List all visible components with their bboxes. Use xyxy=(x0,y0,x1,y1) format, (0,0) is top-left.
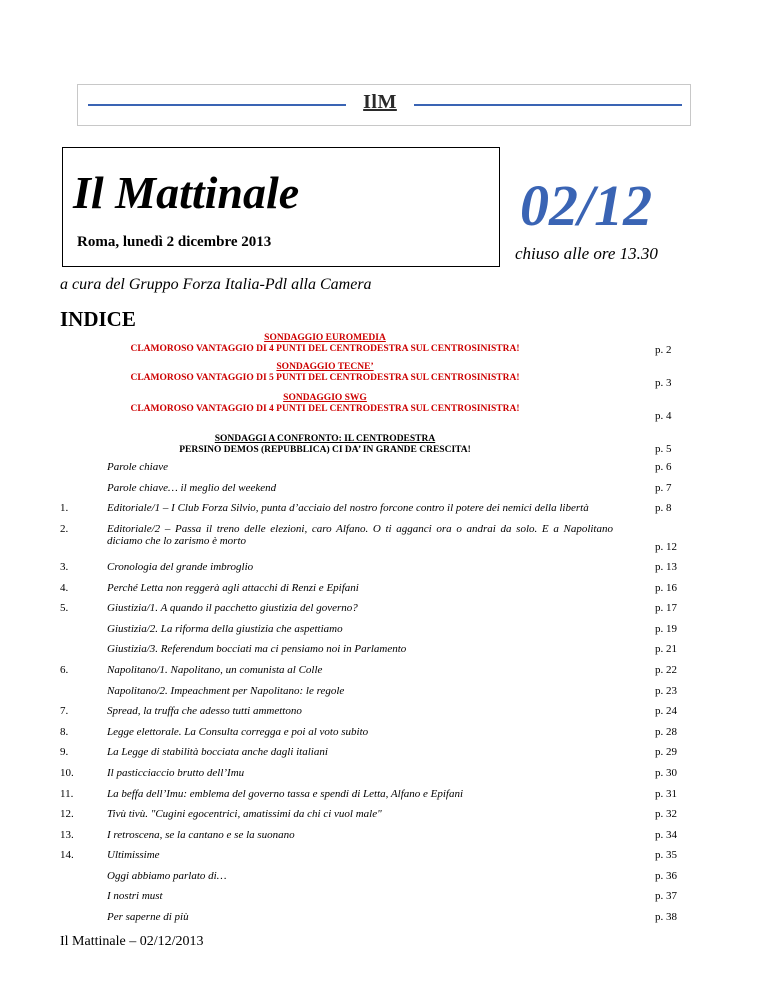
poll-tecne xyxy=(100,362,550,384)
index-entry-title: Il pasticciaccio brutto dell’Imu xyxy=(107,767,245,779)
page-footer: Il Mattinale – 02/12/2013 xyxy=(60,934,204,949)
index-entry-title: La Legge di stabilità bocciata anche dagli italiani xyxy=(107,746,328,758)
entry-number: 1. xyxy=(60,502,69,514)
index-entry-title: Parole chiave… il meglio del weekend xyxy=(107,482,277,494)
page-ref: p. 24 xyxy=(655,705,677,717)
page-ref: p. 22 xyxy=(655,664,677,676)
page-ref: p. 34 xyxy=(655,829,677,841)
poll-heading: SONDAGGIO SWG xyxy=(283,393,367,403)
page-ref: p. 23 xyxy=(655,685,677,697)
page-ref: p. 13 xyxy=(655,561,677,573)
masthead-box xyxy=(62,147,500,267)
poll-text: CLAMOROSO VANTAGGIO DI 4 PUNTI DEL CENTRODESTRA SUL CENTROSINISTRA! xyxy=(130,404,520,414)
page-ref: p. 37 xyxy=(655,890,677,902)
page-ref: p. 8 xyxy=(655,502,672,514)
index-entry-title: Oggi abbiamo parlato di… xyxy=(107,870,227,882)
page-ref: p. 5 xyxy=(655,443,672,455)
index-title: INDICE xyxy=(60,307,136,331)
entry-number: 5. xyxy=(60,602,69,614)
entry-number: 3. xyxy=(60,561,69,573)
entry-number: 8. xyxy=(60,726,69,738)
entry-number: 4. xyxy=(60,582,69,594)
publication-date: Roma, lunedì 2 dicembre 2013 xyxy=(77,234,272,250)
banner-logo: IlM xyxy=(363,91,397,113)
entry-number: 14. xyxy=(60,849,74,861)
index-entry-title: I retroscena, se la cantano e se la suonano xyxy=(107,829,295,841)
curated-by: a cura del Gruppo Forza Italia-Pdl alla Camera xyxy=(60,276,372,293)
page-ref: p. 3 xyxy=(655,377,672,389)
index-entry-title: Parole chiave xyxy=(107,461,168,473)
index-entry-title: Perché Letta non reggerà agli attacchi di Renzi e Epifani xyxy=(107,582,359,594)
index-entry-title: Cronologia del grande imbroglio xyxy=(107,561,254,573)
poll-euromedia xyxy=(100,333,550,355)
index-entry-title: Ultimissime xyxy=(107,849,160,861)
poll-heading: SONDAGGI A CONFRONTO: IL CENTRODESTRA xyxy=(214,434,436,444)
page-ref: p. 2 xyxy=(655,344,672,356)
page-ref: p. 31 xyxy=(655,788,677,800)
page-ref: p. 19 xyxy=(655,623,677,635)
index-entry-title: La beffa dell’Imu: emblema del governo tassa e spendi di Letta, Alfano e Epifani xyxy=(107,788,464,800)
page-ref: p. 28 xyxy=(655,726,677,738)
page-ref: p. 16 xyxy=(655,582,677,594)
publication-title: Il Mattinale xyxy=(73,167,300,218)
closing-time: chiuso alle ore 13.30 xyxy=(515,244,658,263)
page-ref: p. 29 xyxy=(655,746,677,758)
index-entry-title: Napolitano/1. Napolitano, un comunista al Colle xyxy=(107,664,323,676)
page-ref: p. 4 xyxy=(655,410,672,422)
poll-heading: SONDAGGIO TECNE’ xyxy=(276,362,374,372)
page-ref: p. 30 xyxy=(655,767,677,779)
poll-text: PERSINO DEMOS (REPUBBLICA) CI DA’ IN GRANDE CRESCITA! xyxy=(179,445,471,455)
entry-number: 9. xyxy=(60,746,69,758)
index-entry-title: Legge elettorale. La Consulta corregga e poi al voto subito xyxy=(107,726,369,738)
index-entry-title: Editoriale/1 – I Club Forza Silvio, punta d’acciaio del nostro forcone contro il potere dei nemici della libertà xyxy=(107,502,589,514)
index-entry-title: Giustizia/3. Referendum bocciati ma ci pensiamo noi in Parlamento xyxy=(107,643,407,655)
poll-swg xyxy=(100,393,550,415)
index-entry-title: Tivù tivù. "Cugini egocentrici, amatissimi da chi ci vuol male" xyxy=(107,808,382,820)
page-ref: p. 7 xyxy=(655,482,672,494)
index-entry-title: Spread, la truffa che adesso tutti ammettono xyxy=(107,705,302,717)
entry-number: 10. xyxy=(60,767,74,779)
banner-rule-left xyxy=(88,104,346,106)
index-entry-title: Editoriale/2 – Passa il treno delle elezioni, caro Alfano. O ti agganci ora o andrai da solo. E a Napolitano diciamo che lo zarismo è morto xyxy=(107,523,613,547)
index-entry-title: I nostri must xyxy=(107,890,163,902)
entry-number: 7. xyxy=(60,705,69,717)
entry-number: 13. xyxy=(60,829,74,841)
page-ref: p. 6 xyxy=(655,461,672,473)
page-ref: p. 17 xyxy=(655,602,677,614)
entry-number: 6. xyxy=(60,664,69,676)
page-ref: p. 12 xyxy=(655,541,677,553)
entry-number: 2. xyxy=(60,523,69,535)
page-ref: p. 32 xyxy=(655,808,677,820)
page-ref: p. 36 xyxy=(655,870,677,882)
poll-comparison xyxy=(100,434,550,456)
index-entry-title: Per saperne di più xyxy=(107,911,189,923)
index-entry-title: Giustizia/2. La riforma della giustizia che aspettiamo xyxy=(107,623,343,635)
poll-heading: SONDAGGIO EUROMEDIA xyxy=(264,333,386,343)
page-ref: p. 21 xyxy=(655,643,677,655)
entry-number: 12. xyxy=(60,808,74,820)
poll-text: CLAMOROSO VANTAGGIO DI 4 PUNTI DEL CENTRODESTRA SUL CENTROSINISTRA! xyxy=(130,344,520,354)
issue-number: 02/12 xyxy=(520,173,653,238)
index-entry-title: Napolitano/2. Impeachment per Napolitano: le regole xyxy=(107,685,345,697)
header-banner xyxy=(77,84,691,126)
entry-number: 11. xyxy=(60,788,74,800)
page-ref: p. 38 xyxy=(655,911,677,923)
page-ref: p. 35 xyxy=(655,849,677,861)
banner-rule-right xyxy=(414,104,682,106)
index-entry-title: Giustizia/1. A quando il pacchetto giustizia del governo? xyxy=(107,602,358,614)
poll-text: CLAMOROSO VANTAGGIO DI 5 PUNTI DEL CENTRODESTRA SUL CENTROSINISTRA! xyxy=(130,373,520,383)
